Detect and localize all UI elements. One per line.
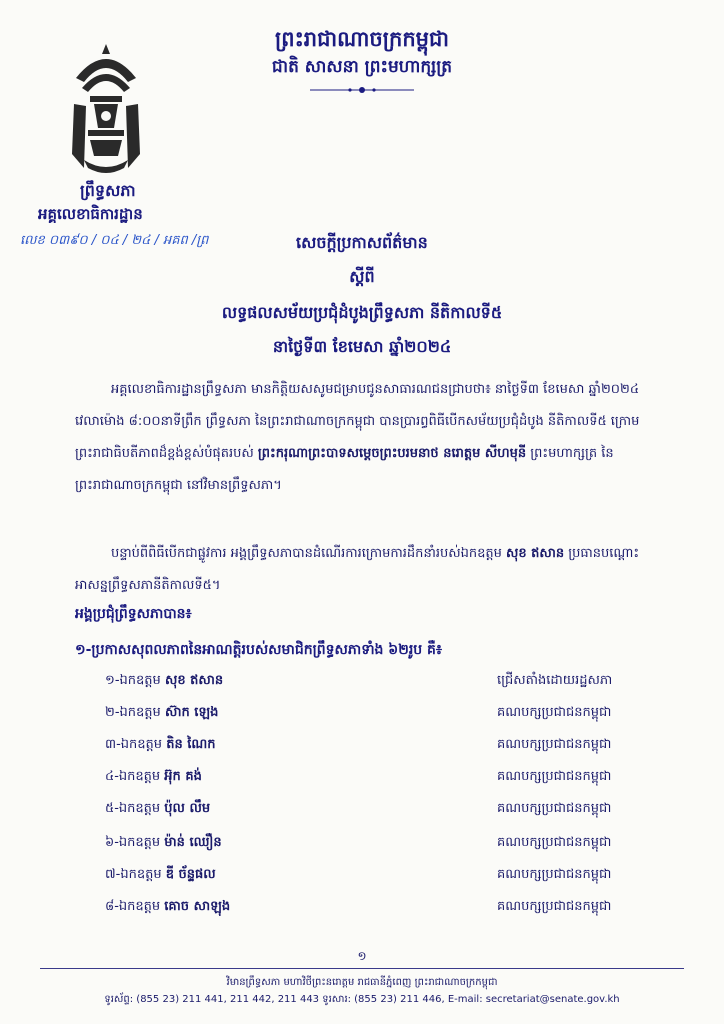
member-party: គណបក្សប្រជាជនកម្ពុជា	[497, 835, 612, 850]
doc-subtitle-about: ស្តីពី	[349, 267, 375, 286]
member-prefix: ៨-ឯកឧត្តម	[105, 899, 161, 914]
member-row	[105, 768, 665, 798]
member-party: គណបក្សប្រជាជនកម្ពុជា	[497, 705, 612, 720]
paragraph-2-end: ប្រធានបណ្តោះអាសន្នព្រឹទ្ធសភានីតិកាលទី៥។	[75, 546, 640, 593]
page-number: ១	[357, 949, 367, 963]
footer-contact: ទូរស័ព្ទ: (855 23) 211 441, 211 442, 211 443 ទូរសារ: (855 23) 211 446, E-mail: secretariat@senate.gov.kh	[104, 994, 620, 1005]
member-party: គណបក្សប្រជាជនកម្ពុជា	[497, 737, 612, 752]
member-party: ជ្រើសតាំងដោយរដ្ឋសភា	[497, 673, 613, 688]
member-row	[105, 866, 665, 896]
footer-address: វិមានព្រឹទ្ធសភា មហាវិថីព្រះនរោត្តម រាជធានីភ្នំពេញ ព្រះរាជាណាចក្រកម្ពុជា	[226, 977, 498, 988]
president-name: សុខ ឥសាន	[505, 546, 565, 561]
member-prefix: ៧-ឯកឧត្តម	[105, 867, 162, 882]
item-1-heading: ១-ប្រកាសសុពលភាពនៃអាណត្តិរបស់សមាជិកព្រឹទ្ធសភាទាំង ៦២រូប គឺ៖	[75, 642, 443, 658]
member-row	[105, 704, 665, 734]
issuer-secretariat: អគ្គលេខាធិការដ្ឋាន	[38, 205, 143, 223]
member-prefix: ១-ឯកឧត្តម	[105, 673, 161, 688]
member-prefix: ៥-ឯកឧត្តម	[105, 801, 161, 816]
member-party: គណបក្សប្រជាជនកម្ពុជា	[497, 867, 612, 882]
agenda-heading: អង្គប្រជុំព្រឹទ្ធសភាបាន៖	[75, 606, 192, 622]
paragraph-1	[75, 374, 665, 502]
member-row	[105, 672, 665, 702]
member-row	[105, 800, 665, 830]
national-motto: ជាតិ សាសនា ព្រះមហាក្សត្រ	[271, 57, 453, 77]
member-party: គណបក្សប្រជាជនកម្ពុជា	[497, 899, 612, 914]
paragraph-2-text: បន្ទាប់ពីពិធីបើកជាផ្លូវការ អង្គព្រឹទ្ធសភាបានដំណើរការក្រោមការដឹកនាំរបស់ឯកឧត្តម	[111, 546, 502, 561]
member-name: អ៊ុក គង់	[164, 769, 202, 784]
reference-number: លេខ ០៣៩០ / ០៤ / ២៤ / អគព /ព្រ	[20, 233, 209, 248]
issuer-senate: ព្រឹទ្ធសភា	[80, 181, 136, 200]
member-name: ស៊ាក ឡេង	[164, 705, 219, 720]
footer-rule	[40, 968, 684, 969]
member-party: គណបក្សប្រជាជនកម្ពុជា	[497, 769, 612, 784]
doc-subject: លទ្ធផលសម័យប្រជុំដំបូងព្រឹទ្ធសភា នីតិកាលទី៥	[221, 303, 503, 322]
member-name: ប៉ុល លឹម	[164, 801, 211, 816]
member-prefix: ៦-ឯកឧត្តម	[105, 835, 161, 850]
member-name: គោច សាឡុង	[164, 899, 231, 914]
member-prefix: ២-ឯកឧត្តម	[105, 705, 161, 720]
doc-title: សេចក្តីប្រកាសព័ត៌មាន	[296, 233, 428, 252]
member-row	[105, 898, 665, 928]
member-name: តិន ណៃក	[166, 737, 216, 752]
member-name: សុខ ឥសាន	[164, 673, 224, 688]
member-name: ឌី ច័ន្ទផល	[165, 867, 216, 882]
king-name: ព្រះករុណាព្រះបាទសម្តេចព្រះបរមនាថ នរោត្តម សីហមុនី	[257, 446, 527, 461]
ornament-divider-icon	[310, 84, 414, 96]
doc-date: នាថ្ងៃទី៣ ខែមេសា ឆ្នាំ២០២៤	[272, 337, 452, 356]
kingdom-header: ព្រះរាជាណាចក្រកម្ពុជា	[274, 27, 449, 51]
member-prefix: ៤-ឯកឧត្តម	[105, 769, 161, 784]
senate-emblem-icon	[68, 44, 144, 174]
member-row	[105, 834, 665, 864]
member-name: ម៉ាន់ ឈឿន	[164, 835, 222, 850]
member-prefix: ៣-ឯកឧត្តម	[105, 737, 163, 752]
member-row	[105, 736, 665, 766]
member-party: គណបក្សប្រជាជនកម្ពុជា	[497, 801, 612, 816]
paragraph-1-end: ព្រះមហាក្សត្រ នៃព្រះរាជាណាចក្រកម្ពុជា នៅវិមានព្រឹទ្ធសភា។	[75, 446, 614, 493]
paragraph-2	[75, 538, 665, 602]
paragraph-1-text: អគ្គលេខាធិការដ្ឋានព្រឹទ្ធសភា មានកិត្តិយសសូមជម្រាបជូនសាធារណជនជ្រាបថា៖ នាថ្ងៃទី៣ ខែមេសា ឆ្នាំ២០២៤ វេលាម៉ោង ៨:០០នាទីព្រឹក ព្រឹទ្ធសភា នៃព្រះរាជាណាចក្រកម្ពុជា បានប្រារព្ធពិធីបើកសម័យប្រជុំដំបូង នីតិកាលទី៥ ក្រោមព្រះរាជាធិបតីភាពដ៏ខ្ពង់ខ្ពស់បំផុតរបស់	[75, 382, 640, 461]
